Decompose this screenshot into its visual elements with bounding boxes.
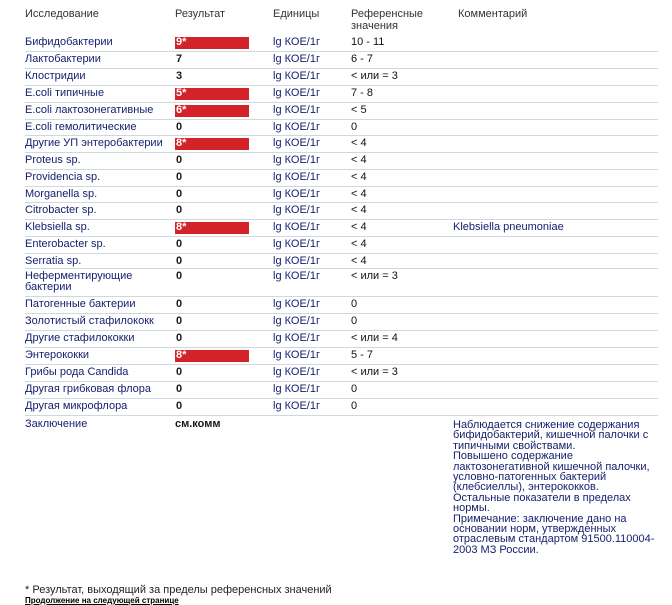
row-result-value: 0 — [176, 204, 183, 216]
row-result — [175, 316, 249, 328]
row-name: Klebsiella sp. — [25, 221, 90, 233]
conclusion-label: Заключение — [25, 418, 88, 430]
row-units: lg КОЕ/1г — [273, 255, 320, 267]
table-row — [0, 220, 672, 237]
table-row — [0, 52, 672, 69]
row-reference: < 5 — [351, 104, 367, 116]
row-result-value: 0 — [176, 298, 183, 310]
header-units: Единицы — [273, 8, 320, 20]
row-result-value: 5* — [176, 87, 187, 99]
row-reference: < или = 4 — [351, 332, 398, 344]
row-result — [175, 189, 249, 201]
row-units: lg КОЕ/1г — [273, 298, 320, 310]
row-result-value: 8* — [176, 137, 187, 149]
table-row — [0, 153, 672, 170]
row-result — [175, 71, 249, 83]
row-name: Патогенные бактерии — [25, 298, 136, 310]
continuation-note: Продолжение на следующей странице — [25, 596, 179, 605]
row-result — [175, 299, 249, 311]
conclusion-comment: Наблюдается снижение содержания бифидобактерий, кишечной палочки с типичными свойствами. Повышено содержание лактозонегативной кишечной палочки, условно-патогенных бактерий (клебсиеллы), энтерококков. Остальные показатели в пределах нормы. Примечание: заключение дано на основании норм, утвержденных отраслевым стандартом 91500.110004-2003 МЗ России. — [453, 419, 655, 556]
row-units: lg КОЕ/1г — [273, 53, 320, 65]
row-units: lg КОЕ/1г — [273, 188, 320, 200]
row-result — [175, 205, 249, 217]
row-result — [175, 88, 249, 100]
row-reference: < 4 — [351, 221, 367, 233]
row-reference: < 4 — [351, 238, 367, 250]
row-name: Morganella sp. — [25, 188, 98, 200]
row-reference: < или = 3 — [351, 70, 398, 82]
table-row — [0, 187, 672, 203]
table-row — [0, 136, 672, 153]
row-reference: < 4 — [351, 204, 367, 216]
row-reference: < 4 — [351, 171, 367, 183]
row-result-value: 9* — [176, 36, 187, 48]
table-row — [0, 203, 672, 220]
row-result — [175, 367, 249, 379]
row-reference: 0 — [351, 400, 358, 412]
row-units: lg КОЕ/1г — [273, 400, 320, 412]
row-result-value: 0 — [176, 366, 183, 378]
row-result — [175, 384, 249, 396]
row-units: lg КОЕ/1г — [273, 315, 320, 327]
row-reference: 0 — [351, 383, 358, 395]
row-name: E.coli лактозонегативные — [25, 104, 154, 116]
row-name: Энтерококки — [25, 349, 90, 361]
row-units: lg КОЕ/1г — [273, 70, 320, 82]
table-row — [0, 69, 672, 86]
table-row — [0, 237, 672, 254]
row-name: Грибы рода Candida — [25, 366, 129, 378]
row-result-value: 8* — [176, 349, 187, 361]
row-result — [175, 333, 249, 345]
row-name: Другие стафилококки — [25, 332, 135, 344]
row-reference: 0 — [351, 298, 358, 310]
row-result — [175, 138, 249, 150]
table-row — [0, 103, 672, 120]
table-header — [0, 0, 672, 34]
row-units: lg КОЕ/1г — [273, 332, 320, 344]
row-reference: 7 - 8 — [351, 87, 374, 99]
table-row — [0, 120, 672, 136]
row-result — [175, 271, 249, 283]
row-units: lg КОЕ/1г — [273, 349, 320, 361]
table-row — [0, 314, 672, 331]
row-name: Золотистый стафилококк — [25, 315, 154, 327]
row-result — [175, 155, 249, 167]
row-name: Бифидобактерии — [25, 36, 113, 48]
header-name: Исследование — [25, 8, 99, 20]
table-row — [0, 382, 672, 399]
row-comment: Klebsiella pneumoniae — [453, 221, 564, 233]
row-reference: 5 - 7 — [351, 349, 374, 361]
row-result-value: 0 — [176, 315, 183, 327]
row-name: Неферментирующие бактерии — [25, 270, 133, 293]
table-row — [0, 331, 672, 348]
table-row — [0, 170, 672, 187]
row-result-value: 0 — [176, 171, 183, 183]
row-result-value: 3 — [176, 70, 183, 82]
row-reference: < 4 — [351, 255, 367, 267]
row-units: lg КОЕ/1г — [273, 383, 320, 395]
row-name: Citrobacter sp. — [25, 204, 97, 216]
row-reference: < 4 — [351, 137, 367, 149]
row-name: Enterobacter sp. — [25, 238, 106, 250]
row-name: E.coli гемолитические — [25, 121, 137, 133]
table-row — [0, 348, 672, 365]
table-row — [0, 365, 672, 382]
row-result-value: 7 — [176, 53, 183, 65]
table-row — [0, 399, 672, 416]
row-result — [175, 54, 249, 66]
row-result — [175, 401, 249, 413]
row-result — [175, 172, 249, 184]
row-reference: 10 - 11 — [351, 36, 385, 48]
row-units: lg КОЕ/1г — [273, 121, 320, 133]
row-units: lg КОЕ/1г — [273, 36, 320, 48]
conclusion-value: см.комм — [175, 418, 221, 430]
row-name: Proteus sp. — [25, 154, 81, 166]
row-name: Providencia sp. — [25, 171, 101, 183]
row-units: lg КОЕ/1г — [273, 171, 320, 183]
table-row — [0, 254, 672, 269]
row-name: Другие УП энтеробактерии — [25, 137, 163, 149]
conclusion-row — [0, 416, 672, 586]
row-reference: < 4 — [351, 188, 367, 200]
row-name: Другая грибковая флора — [25, 383, 152, 395]
row-name: Лактобактерии — [25, 53, 101, 65]
row-units: lg КОЕ/1г — [273, 366, 320, 378]
row-result — [175, 222, 249, 234]
row-units: lg КОЕ/1г — [273, 137, 320, 149]
row-result — [175, 239, 249, 251]
table-row — [0, 86, 672, 103]
row-reference: 0 — [351, 121, 358, 133]
row-name: Serratia sp. — [25, 255, 82, 267]
table-row — [0, 269, 672, 297]
row-units: lg КОЕ/1г — [273, 87, 320, 99]
table-row — [0, 35, 672, 52]
row-result-value: 0 — [176, 121, 183, 133]
header-comment: Комментарий — [458, 8, 528, 20]
row-result-value: 0 — [176, 332, 183, 344]
header-result: Результат — [175, 8, 226, 20]
row-result-value: 0 — [176, 238, 183, 250]
row-reference: 0 — [351, 315, 358, 327]
footnote: * Результат, выходящий за пределы референсных значений — [25, 584, 332, 596]
row-reference: < или = 3 — [351, 270, 398, 282]
row-result — [175, 37, 249, 49]
row-result — [175, 105, 249, 117]
row-name: E.coli типичные — [25, 87, 105, 99]
row-result-value: 6* — [176, 104, 187, 116]
row-units: lg КОЕ/1г — [273, 270, 320, 282]
row-reference: 6 - 7 — [351, 53, 374, 65]
row-result-value: 0 — [176, 154, 183, 166]
row-units: lg КОЕ/1г — [273, 104, 320, 116]
row-result — [175, 256, 249, 268]
row-result-value: 0 — [176, 270, 183, 282]
row-units: lg КОЕ/1г — [273, 221, 320, 233]
table-row — [0, 297, 672, 314]
row-name: Клостридии — [25, 70, 86, 82]
row-name: Другая микрофлора — [25, 400, 128, 412]
row-reference: < 4 — [351, 154, 367, 166]
row-result-value: 0 — [176, 188, 183, 200]
row-result-value: 0 — [176, 255, 183, 267]
row-units: lg КОЕ/1г — [273, 238, 320, 250]
row-result-value: 0 — [176, 400, 183, 412]
row-reference: < или = 3 — [351, 366, 398, 378]
row-result-value: 0 — [176, 383, 183, 395]
row-result-value: 8* — [176, 221, 187, 233]
header-reference: Референсные значения — [351, 8, 424, 32]
row-result — [175, 350, 249, 362]
row-result — [175, 122, 249, 134]
row-units: lg КОЕ/1г — [273, 154, 320, 166]
row-units: lg КОЕ/1г — [273, 204, 320, 216]
